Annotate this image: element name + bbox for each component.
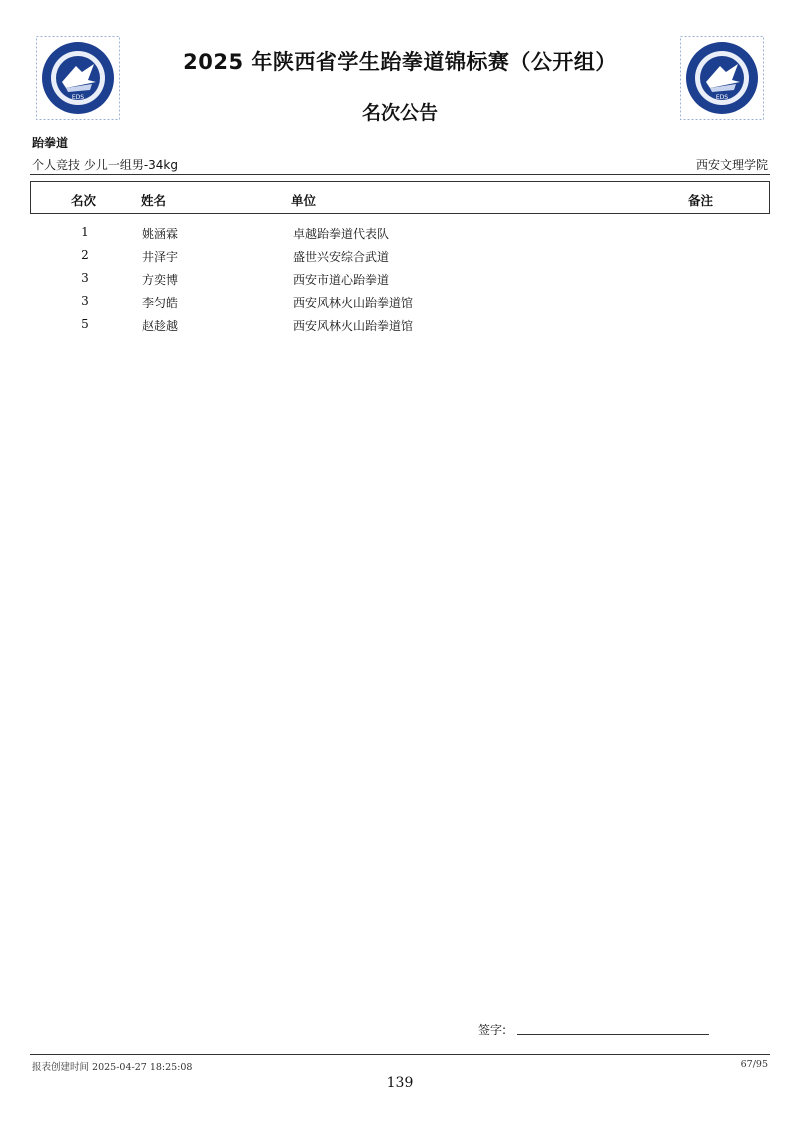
signature-line: [517, 1034, 709, 1035]
name-cell: 李匀皓: [142, 296, 179, 310]
name-cell: 姚涵霖: [142, 227, 179, 241]
name-cell: 赵趁越: [142, 319, 179, 333]
name-cell: 井泽宇: [142, 250, 179, 264]
column-header-unit: 单位: [291, 193, 317, 208]
rank-cell: 3: [81, 294, 89, 308]
column-header-name: 姓名: [141, 193, 167, 208]
sport-label: 跆拳道: [32, 136, 69, 150]
table-row: [30, 291, 770, 314]
unit-cell: 西安风林火山跆拳道馆: [293, 296, 414, 310]
page-count: 67/95: [740, 1059, 768, 1070]
event-label: 个人竞技 少儿一组男-34kg: [32, 158, 178, 172]
rank-cell: 3: [81, 271, 89, 285]
rank-cell: 1: [81, 225, 89, 239]
bottom-divider: [30, 1054, 770, 1055]
table-row: [30, 268, 770, 291]
unit-cell: 盛世兴安综合武道: [293, 250, 390, 264]
rank-cell: 2: [81, 248, 89, 262]
report-created-time: 报表创建时间 2025-04-27 18:25:08: [32, 1062, 193, 1073]
svg-text:EDS: EDS: [71, 94, 85, 101]
venue-label: 西安文理学院: [695, 158, 768, 172]
name-cell: 方奕博: [142, 273, 179, 287]
table-row: [30, 245, 770, 268]
table-row: [30, 314, 770, 337]
page-title: 2025 年陕西省学生跆拳道锦标赛（公开组）: [183, 50, 617, 74]
results-table-body: [30, 222, 770, 337]
unit-cell: 西安市道心跆拳道: [293, 273, 390, 287]
column-header-rank: 名次: [71, 193, 97, 208]
signature-label: 签字:: [478, 1023, 507, 1037]
page-number: 139: [386, 1075, 414, 1091]
rank-cell: 5: [81, 317, 89, 331]
svg-text:EDS: EDS: [715, 94, 729, 101]
unit-cell: 西安风林火山跆拳道馆: [293, 319, 414, 333]
table-header: [30, 181, 770, 214]
column-header-note: 备注: [688, 193, 714, 208]
table-row: [30, 222, 770, 245]
page-subtitle: 名次公告: [361, 102, 438, 124]
top-divider: [30, 174, 770, 175]
unit-cell: 卓越跆拳道代表队: [293, 227, 390, 241]
